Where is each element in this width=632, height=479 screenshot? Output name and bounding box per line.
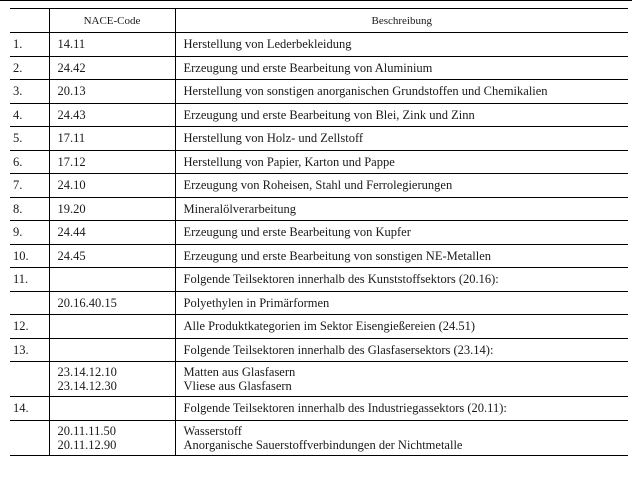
row-description: Erzeugung und erste Bearbeitung von Blei, Zink und Zinn	[175, 103, 628, 127]
row-description: Folgende Teilsektoren innerhalb des Industriegassektors (20.11):	[175, 397, 628, 421]
table-row	[10, 338, 628, 362]
row-number: 13.	[10, 338, 49, 362]
header-number	[10, 9, 49, 33]
row-number	[10, 362, 49, 397]
row-description: Herstellung von Holz- und Zellstoff	[175, 127, 628, 151]
row-nace-code: 14.11	[49, 33, 175, 57]
row-nace-code: 17.11	[49, 127, 175, 151]
row-nace-code: 24.43	[49, 103, 175, 127]
row-number: 4.	[10, 103, 49, 127]
nace-code-line: 20.11.12.90	[57, 437, 117, 452]
row-number: 9.	[10, 221, 49, 245]
description-line: Vliese aus Glasfasern	[183, 379, 292, 393]
row-description: Folgende Teilsektoren innerhalb des Glasfasersektors (23.14):	[175, 338, 628, 362]
row-description: Erzeugung und erste Bearbeitung von sonstigen NE-Metallen	[175, 244, 628, 268]
row-description: Alle Produktkategorien im Sektor Eisengießereien (24.51)	[175, 315, 628, 339]
row-number: 5.	[10, 127, 49, 151]
row-number: 2.	[10, 56, 49, 80]
description-line: Matten aus Glasfasern	[183, 365, 296, 379]
row-number: 10.	[10, 244, 49, 268]
row-description: Mineralölverarbeitung	[175, 197, 628, 221]
row-nace-code	[49, 268, 175, 292]
row-description: Erzeugung und erste Bearbeitung von Kupfer	[175, 221, 628, 245]
table-row	[10, 80, 628, 104]
nace-code-line: 23.14.12.30	[57, 379, 117, 393]
row-number: 7.	[10, 174, 49, 198]
row-nace-code: 20.16.40.15	[49, 291, 175, 315]
row-number: 14.	[10, 397, 49, 421]
row-nace-code	[49, 338, 175, 362]
row-description: Herstellung von sonstigen anorganischen Grundstoffen und Chemikalien	[175, 80, 628, 104]
table-row	[10, 103, 628, 127]
row-description: Herstellung von Lederbekleidung	[175, 33, 628, 57]
table-row	[10, 315, 628, 339]
header-nace-code: NACE-Code	[49, 9, 175, 33]
nace-code-table	[10, 8, 628, 456]
row-nace-code: 20.13	[49, 80, 175, 104]
row-nace-code: 24.45	[49, 244, 175, 268]
table-row	[10, 244, 628, 268]
row-nace-code	[49, 315, 175, 339]
row-nace-codes	[49, 362, 175, 397]
row-number: 1.	[10, 33, 49, 57]
table-subrow	[10, 362, 628, 397]
nace-code-line: 23.14.12.10	[57, 365, 117, 379]
row-description: Erzeugung und erste Bearbeitung von Aluminium	[175, 56, 628, 80]
description-line: Anorganische Sauerstoffverbindungen der Nichtmetalle	[183, 437, 463, 452]
nace-code-line: 20.11.11.50	[57, 423, 116, 438]
row-nace-code: 24.44	[49, 221, 175, 245]
row-descriptions	[175, 420, 628, 455]
table-row	[10, 33, 628, 57]
row-nace-code: 24.10	[49, 174, 175, 198]
row-number: 6.	[10, 150, 49, 174]
row-description: Herstellung von Papier, Karton und Pappe	[175, 150, 628, 174]
table-row	[10, 150, 628, 174]
table-row	[10, 127, 628, 151]
row-description: Erzeugung von Roheisen, Stahl und Ferrolegierungen	[175, 174, 628, 198]
row-description: Polyethylen in Primärformen	[175, 291, 628, 315]
description-line: Wasserstoff	[183, 423, 242, 438]
row-number: 3.	[10, 80, 49, 104]
row-description: Folgende Teilsektoren innerhalb des Kunststoffsektors (20.16):	[175, 268, 628, 292]
table-row	[10, 174, 628, 198]
row-nace-code: 24.42	[49, 56, 175, 80]
row-number: 12.	[10, 315, 49, 339]
table-row	[10, 197, 628, 221]
row-number: 11.	[10, 268, 49, 292]
table-row	[10, 221, 628, 245]
table-subrow	[10, 420, 628, 455]
table-header-row	[10, 9, 628, 33]
row-descriptions	[175, 362, 628, 397]
top-rule	[0, 0, 632, 1]
header-description: Beschreibung	[175, 9, 628, 33]
table-row	[10, 56, 628, 80]
table-row	[10, 268, 628, 292]
row-nace-code: 17.12	[49, 150, 175, 174]
table-row	[10, 397, 628, 421]
row-nace-code	[49, 397, 175, 421]
row-nace-codes	[49, 420, 175, 455]
row-number: 8.	[10, 197, 49, 221]
row-nace-code: 19.20	[49, 197, 175, 221]
table-subrow	[10, 291, 628, 315]
row-number	[10, 291, 49, 315]
row-number	[10, 420, 49, 455]
